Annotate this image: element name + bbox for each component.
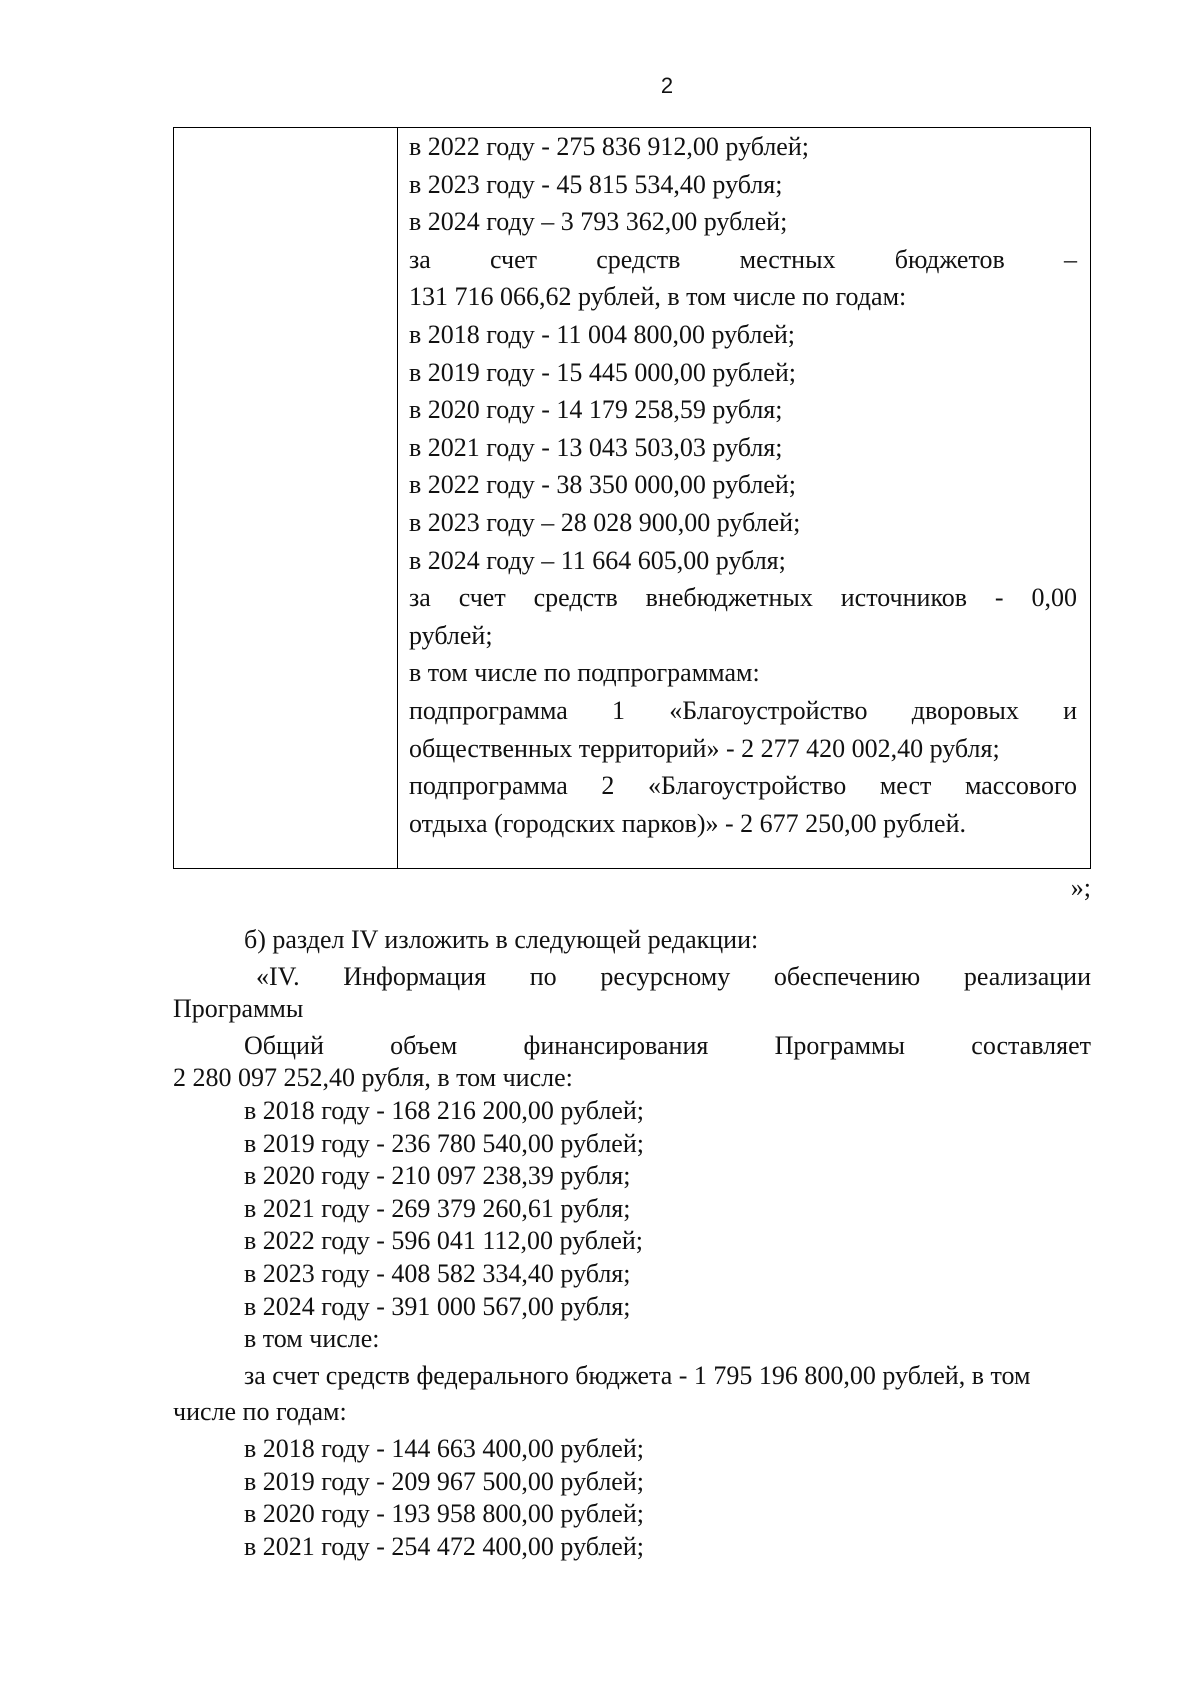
table-line: 131 716 066,62 рублей, в том числе по годам: [409, 282, 907, 312]
table-line: подпрограмма 2 «Благоустройство мест массового [409, 771, 1077, 801]
federal-year-line: в 2018 году - 144 663 400,00 рублей; [244, 1433, 644, 1463]
intro-paragraph: б) раздел IV изложить в следующей редакции: [244, 925, 759, 954]
table-line: в 2022 году - 38 350 000,00 рублей; [409, 470, 796, 500]
page-number: 2 [660, 73, 674, 98]
federal-budget-continuation: числе по годам: [173, 1397, 347, 1427]
year-line: в 2024 году - 391 000 567,00 рубля; [244, 1291, 631, 1321]
year-line: в 2023 году - 408 582 334,40 рубля; [244, 1258, 631, 1288]
federal-year-line: в 2021 году - 254 472 400,00 рублей; [244, 1531, 644, 1561]
section-heading-continuation: Программы [173, 994, 304, 1024]
table-line: в 2021 году - 13 043 503,03 рубля; [409, 432, 783, 462]
table-line: за счет средств местных бюджетов – [409, 244, 1077, 274]
table-column-divider [397, 128, 398, 868]
year-line: в 2022 году - 596 041 112,00 рублей; [244, 1226, 644, 1256]
section-heading: «IV. Информация по ресурсному обеспечению реализации [256, 961, 1091, 991]
including-label: в том числе: [244, 1324, 380, 1354]
table-line: в 2019 году - 15 445 000,00 рублей; [409, 357, 796, 387]
year-line: в 2018 году - 168 216 200,00 рублей; [244, 1095, 644, 1125]
table-right-cell [409, 128, 1077, 842]
table-line: за счет средств внебюджетных источников - 0,00 [409, 583, 1077, 613]
table-line: в 2018 году - 11 004 800,00 рублей; [409, 319, 796, 349]
federal-budget-paragraph: за счет средств федерального бюджета - 1 795 196 800,00 рублей, в том [244, 1360, 1031, 1390]
year-line: в 2021 году - 269 379 260,61 рубля; [244, 1193, 631, 1223]
table-line: подпрограмма 1 «Благоустройство дворовых и [409, 695, 1077, 725]
closing-quote: »; [1070, 873, 1091, 902]
table-line: в 2024 году – 11 664 605,00 рубля; [409, 545, 786, 575]
year-line: в 2020 году - 210 097 238,39 рубля; [244, 1161, 631, 1191]
federal-year-line: в 2019 году - 209 967 500,00 рублей; [244, 1466, 644, 1496]
federal-year-line: в 2020 году - 193 958 800,00 рублей; [244, 1499, 644, 1529]
year-line: в 2019 году - 236 780 540,00 рублей; [244, 1128, 644, 1158]
funding-table [173, 127, 1091, 869]
total-funding-amount: 2 280 097 252,40 рубля, в том числе: [173, 1063, 573, 1093]
table-line: в 2022 году - 275 836 912,00 рублей; [409, 132, 809, 161]
table-line: рублей; [409, 620, 493, 650]
total-funding-paragraph: Общий объем финансирования Программы составляет [244, 1030, 1091, 1060]
table-line: отдыха (городских парков)» - 2 677 250,00 рублей. [409, 808, 966, 838]
table-line: общественных территорий» - 2 277 420 002,40 рубля; [409, 733, 1000, 763]
document-body [173, 924, 1091, 1563]
table-line: в 2020 году - 14 179 258,59 рубля; [409, 395, 783, 425]
table-line: в 2024 году – 3 793 362,00 рублей; [409, 207, 788, 237]
table-line: в 2023 году – 28 028 900,00 рублей; [409, 507, 801, 537]
table-line: в том числе по подпрограммам: [409, 658, 760, 688]
table-line: в 2023 году - 45 815 534,40 рубля; [409, 169, 783, 199]
